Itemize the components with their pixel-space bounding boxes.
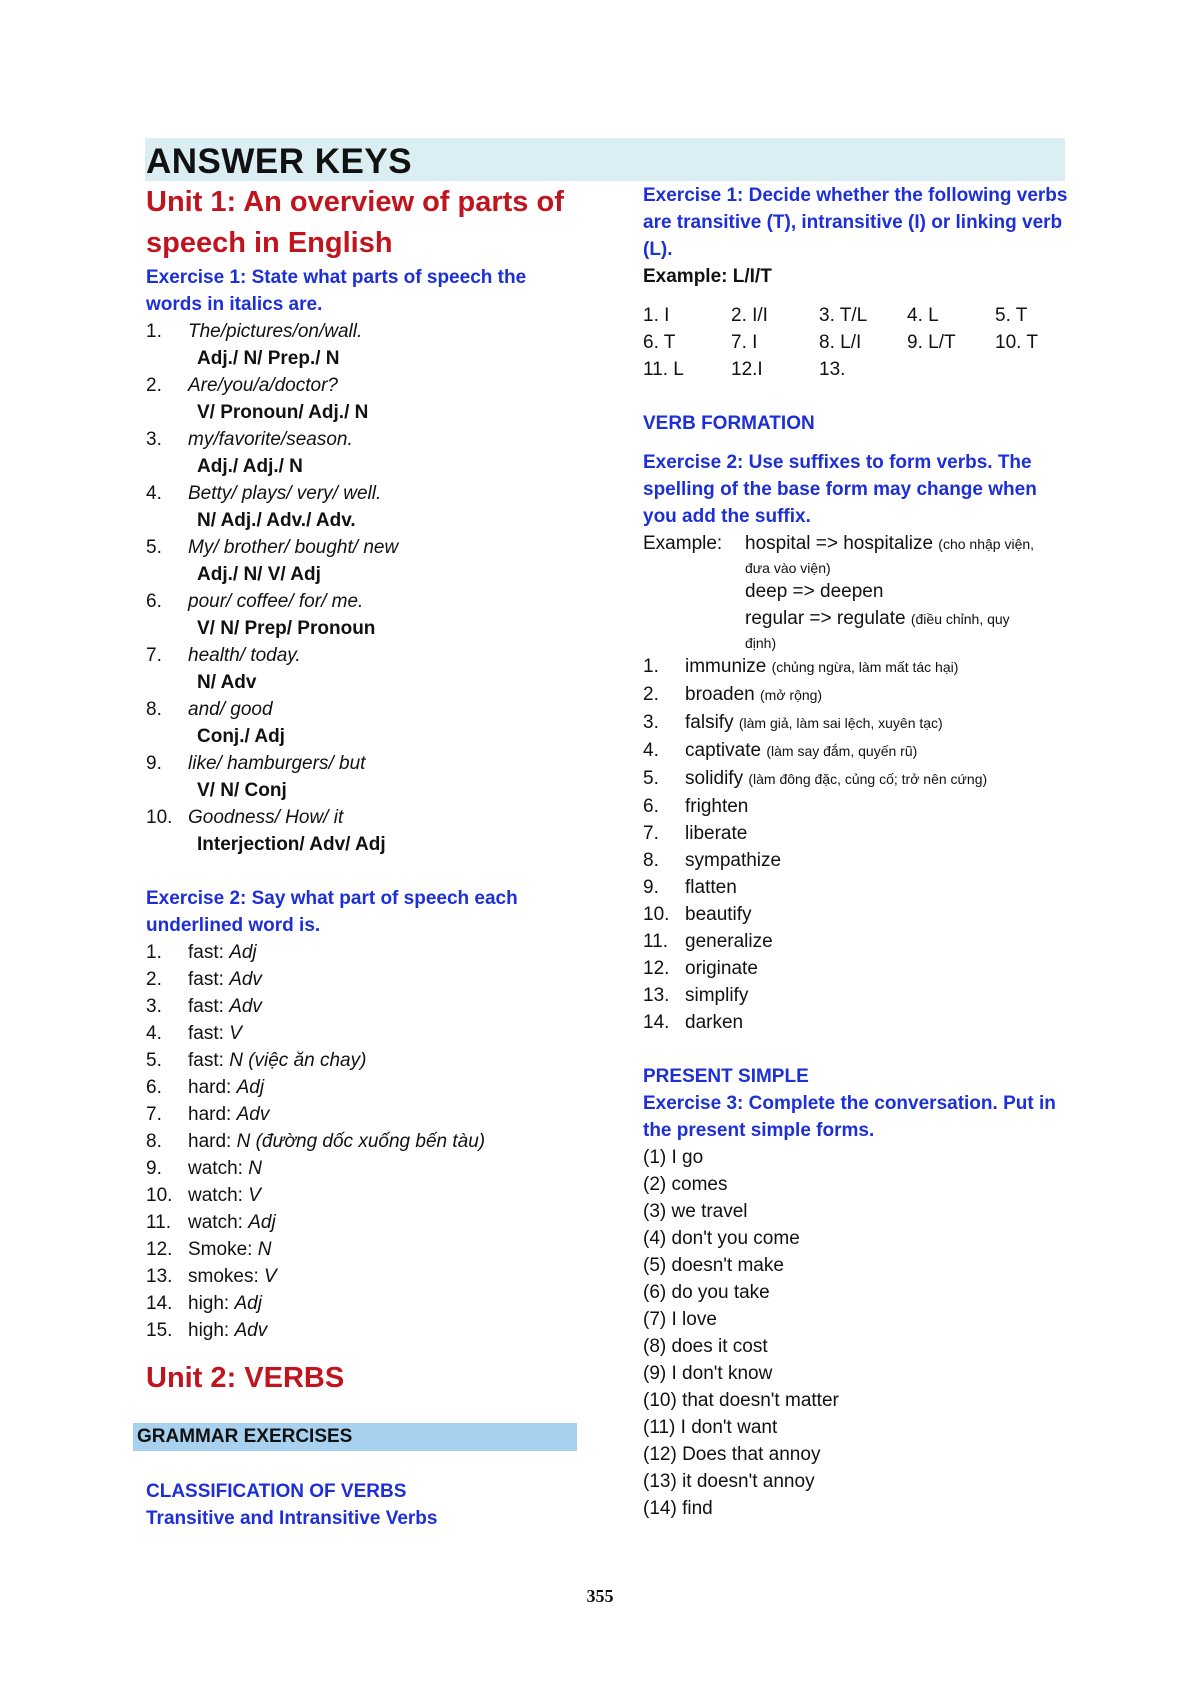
verbs-ex1-example: Example: L/I/T — [643, 266, 772, 287]
list-item: (9) I don't know — [643, 1363, 773, 1384]
item-part: Adv — [236, 1104, 270, 1125]
item-word: high: — [188, 1320, 230, 1341]
list-item — [643, 901, 1073, 928]
answer-text: Interjection/ Adv/ Adj — [197, 834, 386, 855]
item-word: high: — [188, 1293, 230, 1314]
item-question: Are/you/a/doctor? — [188, 375, 338, 396]
item-word: flatten — [685, 877, 737, 898]
item-content — [685, 874, 737, 901]
unit1-title: Unit 1: An overview of parts of speech in English — [146, 186, 564, 259]
item-number: 10. — [643, 904, 670, 925]
item-number: 3. — [146, 996, 162, 1017]
list-item — [146, 1101, 576, 1128]
item-question: my/favorite/season. — [188, 429, 353, 450]
item-number: 15. — [146, 1320, 173, 1341]
item-number: 10. — [146, 1185, 173, 1206]
verbs-ex1-heading: Exercise 1: Decide whether the following verbs are transitive (T), intransitive (I) or linking verb (L). — [643, 185, 1068, 260]
item-number: 6. — [146, 1077, 162, 1098]
item-part: Adv — [229, 969, 262, 990]
item-number: 13. — [146, 1266, 173, 1287]
answer-text: N/ Adj./ Adv./ Adv. — [197, 510, 356, 531]
list-item — [643, 793, 1073, 820]
item-answer — [146, 345, 576, 372]
ex2-example-regulate: regular => regulate (điều chỉnh, quy — [745, 608, 1010, 629]
list-item — [146, 939, 576, 966]
answer-text: Adj./ Adj./ N — [197, 456, 303, 477]
item-number: 5. — [146, 537, 162, 558]
grid-cell: 10. T — [995, 332, 1038, 353]
item-part: N (đường dốc xuống bến tàu) — [236, 1131, 486, 1152]
item-answer — [146, 399, 576, 426]
grid-cell: 7. I — [731, 332, 758, 353]
item-part: N (việc ăn chay) — [229, 1050, 367, 1071]
item-answer — [146, 615, 576, 642]
item-number: 13. — [643, 985, 670, 1006]
present-simple-heading: PRESENT SIMPLE — [643, 1066, 809, 1087]
answer-text: Adj./ N/ Prep./ N — [197, 348, 340, 369]
verbs-ex3-heading: Exercise 3: Complete the conversation. Put in the present simple forms. — [643, 1093, 1056, 1141]
item-part: Adj — [234, 1293, 262, 1314]
item-content — [685, 793, 748, 820]
list-item — [146, 480, 576, 507]
page-title: ANSWER KEYS — [146, 142, 413, 181]
grid-cell: 11. L — [643, 359, 684, 380]
list-item — [146, 1020, 576, 1047]
answer-text: Adj./ N/ V/ Adj — [197, 564, 321, 585]
answer-text: V/ N/ Prep/ Pronoun — [197, 618, 376, 639]
list-item — [146, 804, 576, 831]
item-answer — [146, 453, 576, 480]
grid-cell: 9. L/T — [907, 332, 956, 353]
ex2-example-note2: định) — [745, 635, 777, 651]
list-item — [643, 874, 1073, 901]
item-part: N — [257, 1239, 272, 1260]
item-content — [685, 765, 987, 793]
item-word: generalize — [685, 931, 773, 952]
item-word: captivate — [685, 740, 762, 761]
item-answer — [146, 561, 576, 588]
list-item: (8) does it cost — [643, 1336, 768, 1357]
list-item: (5) doesn't make — [643, 1255, 784, 1276]
item-note: (làm đông đặc, củng cố; trở nên cứng) — [748, 771, 988, 787]
item-content — [685, 653, 958, 681]
verbs-ex2-heading: Exercise 2: Use suffixes to form verbs. The spelling of the base form may change when you add the suffix. — [643, 452, 1037, 527]
item-word: broaden — [685, 684, 755, 705]
classification-of-verbs-heading: CLASSIFICATION OF VERBS — [146, 1481, 407, 1502]
verbs-ex1-answer-grid — [643, 302, 1073, 383]
list-item — [643, 847, 1073, 874]
list-item — [146, 1074, 576, 1101]
list-item — [643, 765, 1073, 793]
list-item: (4) don't you come — [643, 1228, 800, 1249]
list-item — [146, 1290, 576, 1317]
item-question: The/pictures/on/wall. — [188, 321, 363, 342]
item-number: 10. — [146, 807, 173, 828]
unit1-ex2-list — [146, 939, 576, 1344]
verbs-ex2-list — [643, 653, 1073, 1036]
list-item — [146, 534, 576, 561]
item-word: fast: — [188, 1050, 224, 1071]
list-item — [643, 709, 1073, 737]
unit2-title: Unit 2: VERBS — [146, 1362, 345, 1394]
item-number: 6. — [643, 796, 659, 817]
list-item — [643, 737, 1073, 765]
item-number: 14. — [643, 1012, 670, 1033]
list-item — [146, 1155, 576, 1182]
grid-cell: 12.I — [731, 359, 763, 380]
list-item: (1) I go — [643, 1147, 704, 1168]
list-item: (7) I love — [643, 1309, 717, 1330]
list-item: (2) comes — [643, 1174, 728, 1195]
grid-cell: 13. — [819, 359, 846, 380]
item-word: simplify — [685, 985, 749, 1006]
item-number: 8. — [146, 1131, 162, 1152]
ex2-example-row: Example: hospital => hospitalize (cho nhập viện, — [643, 533, 1035, 554]
item-content — [685, 847, 781, 874]
item-number: 1. — [146, 942, 162, 963]
list-item — [146, 372, 576, 399]
list-item — [146, 1182, 576, 1209]
item-part: Adj — [229, 942, 257, 963]
item-word: beautify — [685, 904, 752, 925]
item-number: 4. — [146, 483, 162, 504]
transitive-intransitive-heading: Transitive and Intransitive Verbs — [146, 1508, 438, 1529]
list-item — [146, 1128, 576, 1155]
left-column — [137, 182, 576, 1532]
item-number: 1. — [146, 321, 162, 342]
item-number: 7. — [146, 645, 162, 666]
item-number: 4. — [643, 740, 659, 761]
grid-cell: 1. I — [643, 305, 670, 326]
list-item — [643, 955, 1073, 982]
item-content — [685, 928, 773, 955]
item-number: 3. — [146, 429, 162, 450]
list-item — [146, 426, 576, 453]
unit1-ex1-list — [146, 318, 576, 858]
list-item — [643, 928, 1073, 955]
item-content — [685, 901, 752, 928]
item-question: Goodness/ How/ it — [188, 807, 344, 828]
grammar-exercises-bar: GRAMMAR EXERCISES — [133, 1423, 577, 1451]
item-part: V — [264, 1266, 277, 1287]
item-word: hard: — [188, 1077, 232, 1098]
item-part: N — [248, 1158, 262, 1179]
item-answer — [146, 723, 576, 750]
item-part: V — [248, 1185, 261, 1206]
item-number: 2. — [146, 969, 162, 990]
list-item — [146, 1236, 576, 1263]
list-item — [643, 681, 1073, 709]
item-number: 7. — [643, 823, 659, 844]
ex2-example-deepen: deep => deepen — [745, 581, 884, 602]
answer-text: V/ N/ Conj — [197, 780, 287, 801]
item-word: fast: — [188, 969, 224, 990]
list-item — [643, 820, 1073, 847]
item-number: 9. — [146, 753, 162, 774]
item-word: falsify — [685, 712, 734, 733]
item-number: 9. — [146, 1158, 162, 1179]
list-item: (6) do you take — [643, 1282, 770, 1303]
list-item: (11) I don't want — [643, 1417, 778, 1438]
item-word: darken — [685, 1012, 744, 1033]
item-part: Adv — [234, 1320, 268, 1341]
item-number: 1. — [643, 656, 659, 677]
answer-text: N/ Adv — [197, 672, 257, 693]
item-part: V — [229, 1023, 242, 1044]
unit1-ex2-heading: Exercise 2: Say what part of speech each underlined word is. — [146, 888, 518, 936]
item-word: fast: — [188, 1023, 224, 1044]
item-question: pour/ coffee/ for/ me. — [188, 591, 364, 612]
item-content — [685, 737, 917, 765]
item-word: watch: — [188, 1212, 243, 1233]
item-word: smokes: — [188, 1266, 259, 1287]
item-word: frighten — [685, 796, 749, 817]
item-word: sympathize — [685, 850, 782, 871]
item-number: 6. — [146, 591, 162, 612]
item-word: watch: — [188, 1158, 243, 1179]
item-answer — [146, 507, 576, 534]
list-item — [146, 993, 576, 1020]
list-item: (10) that doesn't matter — [643, 1390, 839, 1411]
list-item — [146, 696, 576, 723]
item-number: 14. — [146, 1293, 173, 1314]
item-word: liberate — [685, 823, 748, 844]
item-number: 7. — [146, 1104, 162, 1125]
item-part: Adj — [236, 1077, 265, 1098]
item-note: (mở rộng) — [760, 687, 823, 703]
list-item — [146, 750, 576, 777]
right-column — [643, 182, 1073, 1522]
verb-formation-heading: VERB FORMATION — [643, 413, 815, 434]
item-number: 4. — [146, 1023, 162, 1044]
item-answer — [146, 831, 576, 858]
item-number: 5. — [146, 1050, 162, 1071]
item-number: 2. — [643, 684, 659, 705]
list-item — [643, 653, 1073, 681]
item-word: solidify — [685, 768, 744, 789]
item-word: hard: — [188, 1131, 232, 1152]
item-note: (chủng ngừa, làm mất tác hại) — [771, 659, 959, 675]
item-number: 11. — [643, 931, 669, 952]
page-number: 355 — [586, 1586, 614, 1606]
item-part: Adj — [248, 1212, 276, 1233]
item-number: 8. — [643, 850, 659, 871]
list-item: (14) find — [643, 1498, 713, 1519]
item-content — [685, 982, 748, 1009]
grid-cell: 6. T — [643, 332, 676, 353]
grid-cell: 8. L/I — [819, 332, 862, 353]
list-item — [146, 1263, 576, 1290]
list-item — [643, 1009, 1073, 1036]
item-word: originate — [685, 958, 758, 979]
grid-cell: 5. T — [995, 305, 1028, 326]
list-item — [643, 982, 1073, 1009]
answer-text: V/ Pronoun/ Adj./ N — [197, 402, 369, 423]
list-item — [146, 966, 576, 993]
item-word: watch: — [188, 1185, 243, 1206]
item-word: fast: — [188, 996, 224, 1017]
item-part: Adv — [229, 996, 262, 1017]
item-content — [685, 1009, 743, 1036]
item-number: 9. — [643, 877, 659, 898]
item-number: 11. — [146, 1212, 172, 1233]
item-question: Betty/ plays/ very/ well. — [188, 483, 382, 504]
item-note: (làm say đắm, quyến rũ) — [766, 743, 918, 759]
item-word: immunize — [685, 656, 767, 677]
item-question: and/ good — [188, 699, 273, 720]
item-word: Smoke: — [188, 1239, 253, 1260]
item-answer — [146, 669, 576, 696]
list-item: (3) we travel — [643, 1201, 748, 1222]
grid-cell: 2. I/I — [731, 305, 768, 326]
verbs-ex3-list — [643, 1144, 1073, 1522]
list-item — [146, 1317, 576, 1344]
item-word: fast: — [188, 942, 224, 963]
grid-cell: 3. T/L — [819, 305, 868, 326]
ex2-example-note: đưa vào viện) — [745, 560, 831, 576]
list-item: (13) it doesn't annoy — [643, 1471, 815, 1492]
item-answer — [146, 777, 576, 804]
list-item — [146, 642, 576, 669]
list-item — [146, 1209, 576, 1236]
item-number: 2. — [146, 375, 162, 396]
item-word: hard: — [188, 1104, 232, 1125]
item-content — [685, 820, 747, 847]
item-number: 3. — [643, 712, 659, 733]
unit1-ex1-heading: Exercise 1: State what parts of speech the words in italics are. — [146, 267, 527, 315]
item-content — [685, 709, 943, 737]
item-question: health/ today. — [188, 645, 301, 666]
item-content — [685, 955, 758, 982]
item-number: 12. — [146, 1239, 173, 1260]
item-number: 12. — [643, 958, 670, 979]
grid-cell: 4. L — [907, 305, 939, 326]
item-question: like/ hamburgers/ but — [188, 753, 366, 774]
item-number: 5. — [643, 768, 659, 789]
item-question: My/ brother/ bought/ new — [188, 537, 399, 558]
item-number: 8. — [146, 699, 162, 720]
answer-text: Conj./ Adj — [197, 726, 285, 747]
list-item: (12) Does that annoy — [643, 1444, 821, 1465]
item-note: (làm giả, làm sai lệch, xuyên tạc) — [738, 715, 943, 731]
list-item — [146, 1047, 576, 1074]
item-content — [685, 681, 822, 709]
list-item — [146, 318, 576, 345]
list-item — [146, 588, 576, 615]
